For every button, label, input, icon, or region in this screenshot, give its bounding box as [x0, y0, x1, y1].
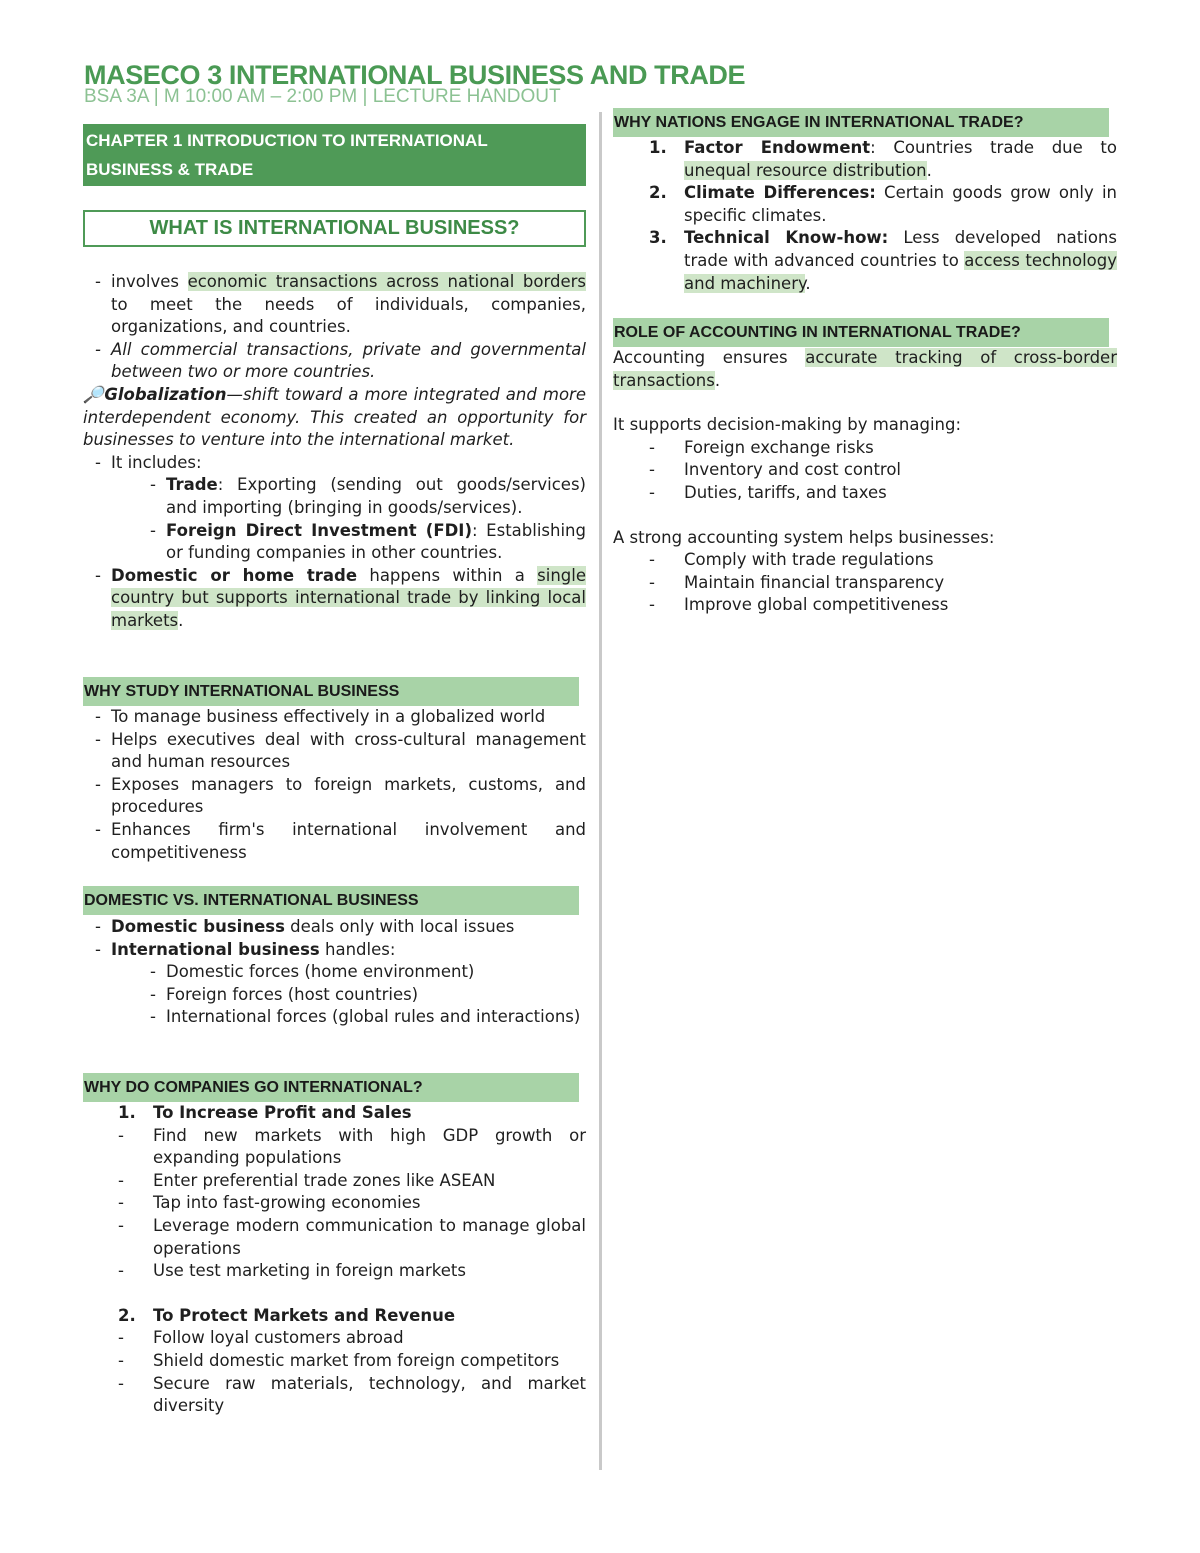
list-item: - Shield domestic market from foreign competitors	[118, 1350, 560, 1370]
section-title-international-business: WHAT IS INTERNATIONAL BUSINESS?	[83, 210, 586, 247]
numbered-item: 3. Technical Know-how: Less developed nations trade with advanced countries to access technology and machinery.	[649, 228, 1117, 293]
why-companies-list	[83, 1102, 586, 1418]
globalization-paragraph: 🔎Globalization—shift toward a more integrated and more interdependent economy. This created an opportunity for businesses to venture into the international market.	[83, 384, 586, 450]
list-item: - Domestic or home trade happens within a single country but supports international trade by linking local markets.	[95, 565, 586, 630]
sub-list-item: - Foreign Direct Investment (FDI): Establishing or funding companies in other countries.	[150, 520, 586, 563]
list-item: - Improve global competitiveness	[649, 595, 949, 615]
section-heading-why-nations: WHY NATIONS ENGAGE IN INTERNATIONAL TRADE?	[613, 108, 1109, 137]
sub-list-item: - Trade: Exporting (sending out goods/services) and importing (bringing in goods/services).	[150, 475, 586, 517]
list-item: - Foreign exchange risks	[649, 437, 874, 457]
paragraph: Accounting ensures accurate tracking of cross-border transactions.	[613, 348, 1117, 390]
list-item: - Enhances firm's international involvement and competitiveness	[95, 819, 586, 862]
highlight: economic transactions across national borders	[187, 272, 586, 291]
list-item: - Secure raw materials, technology, and market diversity	[118, 1373, 586, 1416]
numbered-item: 1. To Increase Profit and Sales	[118, 1103, 412, 1122]
highlight: access technology and machinery	[684, 250, 1117, 293]
list-item: - Comply with trade regulations	[649, 550, 934, 570]
document-subtitle: BSA 3A | M 10:00 AM – 2:00 PM | LECTURE HANDOUT	[84, 86, 561, 107]
list-item: - Inventory and cost control	[649, 460, 902, 480]
intro-block	[83, 271, 586, 633]
sub-list-item: - Domestic forces (home environment)	[150, 962, 475, 982]
accounting-block	[613, 347, 1117, 617]
paragraph: It supports decision-making by managing:	[613, 415, 962, 435]
sub-list-item: - Foreign forces (host countries)	[150, 984, 419, 1004]
section-heading-why-study: WHY STUDY INTERNATIONAL BUSINESS	[83, 677, 579, 706]
list-item: - Domestic business deals only with local issues	[95, 917, 515, 936]
chapter-line-1: CHAPTER 1 INTRODUCTION TO INTERNATIONAL	[86, 131, 488, 150]
list-item: - Find new markets with high GDP growth or expanding populations	[118, 1125, 586, 1168]
document-title: MASECO 3 INTERNATIONAL BUSINESS AND TRADE	[84, 60, 746, 90]
column-divider	[599, 112, 602, 1470]
list-item: - Duties, tariffs, and taxes	[649, 482, 887, 502]
list-item: - Enter preferential trade zones like ASEAN	[118, 1170, 496, 1190]
list-item: - Maintain financial transparency	[649, 572, 945, 592]
numbered-item: 1. Factor Endowment: Countries trade due to unequal resource distribution.	[649, 138, 1117, 180]
highlight: accurate tracking of cross-border transactions	[613, 348, 1117, 390]
highlight: unequal resource distribution	[684, 160, 927, 180]
section-heading-domestic-vs: DOMESTIC VS. INTERNATIONAL BUSINESS	[83, 886, 579, 915]
section-heading-why-companies: WHY DO COMPANIES GO INTERNATIONAL?	[83, 1073, 579, 1102]
section-heading-accounting: ROLE OF ACCOUNTING IN INTERNATIONAL TRADE?	[613, 318, 1109, 347]
chapter-line-2: BUSINESS & TRADE	[86, 160, 254, 179]
list-item: - International business handles:	[95, 939, 396, 959]
list-item: - To manage business effectively in a globalized world	[95, 707, 546, 726]
list-item: - involves economic transactions across national borders to meet the needs of individuals, companies, organizations, and countries.	[95, 272, 586, 337]
domestic-vs-list	[83, 916, 586, 1029]
chapter-heading	[83, 124, 586, 186]
list-item: - Leverage modern communication to manage global operations	[118, 1215, 586, 1258]
list-item: - Follow loyal customers abroad	[118, 1328, 404, 1348]
list-item: - Tap into fast-growing economies	[118, 1193, 421, 1213]
list-item: - All commercial transactions, private and governmental between two or more countries.	[95, 339, 586, 382]
list-item: - Helps executives deal with cross-cultural management and human resources	[95, 729, 586, 772]
numbered-item: 2. To Protect Markets and Revenue	[118, 1305, 456, 1325]
highlight: single country but supports international trade by linking local markets	[111, 565, 586, 630]
list-item: - Exposes managers to foreign markets, customs, and procedures	[95, 774, 586, 817]
list-item: - Use test marketing in foreign markets	[118, 1261, 466, 1281]
list-item: - It includes:	[95, 452, 202, 472]
numbered-item: 2. Climate Differences: Certain goods grow only in specific climates.	[649, 183, 1117, 225]
why-study-list	[83, 706, 586, 864]
paragraph: A strong accounting system helps businesses:	[613, 527, 995, 547]
sub-list-item: - International forces (global rules and interactions)	[150, 1007, 581, 1027]
magnifier-icon: 🔎	[83, 384, 105, 404]
why-nations-list	[613, 137, 1117, 295]
